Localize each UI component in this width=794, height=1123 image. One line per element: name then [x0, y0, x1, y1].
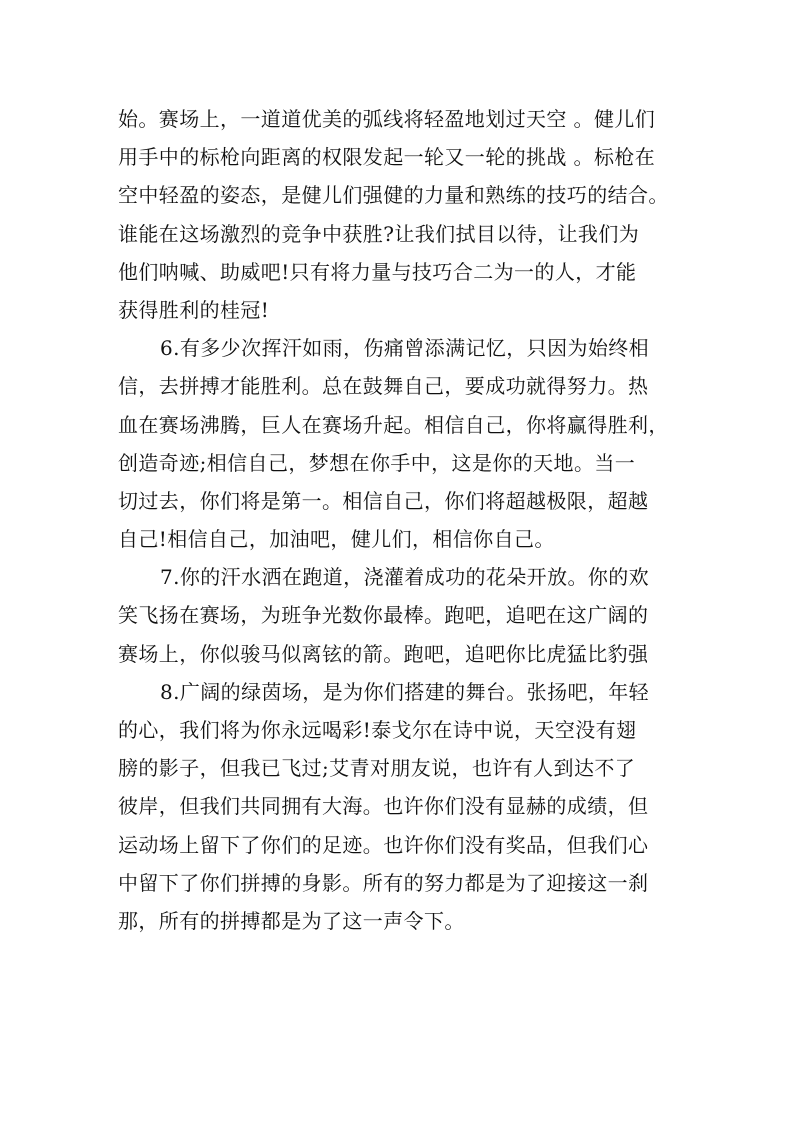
- body-text: [118, 100, 718, 940]
- text-line: 赛场上，你似骏马似离铉的箭。跑吧，追吧你比虎猛比豹强: [118, 641, 649, 666]
- paragraph-6-start: 6.有多少次挥汗如雨，伤痛曾添满记忆，只因为始终相: [160, 336, 650, 361]
- text-line: 获得胜利的桂冠!: [118, 297, 270, 322]
- text-line: 彼岸，但我们共同拥有大海。也许你们没有显赫的成绩，但: [118, 794, 649, 819]
- text-line: 创造奇迹;相信自己，梦想在你手中，这是你的天地。当一: [118, 450, 636, 475]
- text-line: 用手中的标枪向距离的权限发起一轮又一轮的挑战 。标枪在: [118, 145, 656, 170]
- text-line: 中留下了你们拼搏的身影。所有的努力都是为了迎接这一刹: [118, 870, 649, 895]
- text-line: 切过去，你们将是第一。相信自己，你们将超越极限，超越: [118, 488, 649, 513]
- text-line: 膀的影子，但我已飞过;艾青对朋友说，也许有人到达不了: [118, 756, 636, 781]
- text-line: 谁能在这场激烈的竞争中获胜?让我们拭目以待，让我们为: [118, 221, 640, 246]
- text-line: 自己!相信自己，加油吧，健儿们，相信你自己。: [118, 527, 555, 552]
- text-line: 笑飞扬在赛场，为班争光数你最棒。跑吧，追吧在这广阔的: [118, 603, 649, 628]
- text-line: 他们呐喊、助威吧!只有将力量与技巧合二为一的人，才能: [118, 259, 637, 284]
- text-line: 那，所有的拼搏都是为了这一声令下。: [118, 908, 465, 933]
- text-line: 的心，我们将为你永远喝彩!泰戈尔在诗中说，天空没有翅: [118, 718, 637, 742]
- text-line: 信，去拼搏才能胜利。总在鼓舞自己，要成功就得努力。热: [118, 374, 649, 399]
- text-line: 始。赛场上，一道道优美的弧线将轻盈地划过天空 。健儿们: [118, 107, 656, 131]
- paragraph-8-start: 8.广阔的绿茵场，是为你们搭建的舞台。张扬吧，年轻: [160, 679, 650, 704]
- text-line: 运动场上留下了你们的足迹。也许你们没有奖品，但我们心: [118, 832, 649, 857]
- text-line: 空中轻盈的姿态，是健儿们强健的力量和熟练的技巧的结合。: [118, 183, 669, 208]
- paragraph-7-start: 7.你的汗水洒在跑道，浇灌着成功的花朵开放。你的欢: [160, 565, 650, 590]
- text-line: 血在赛场沸腾，巨人在赛场升起。相信自己，你将赢得胜利，: [118, 412, 669, 437]
